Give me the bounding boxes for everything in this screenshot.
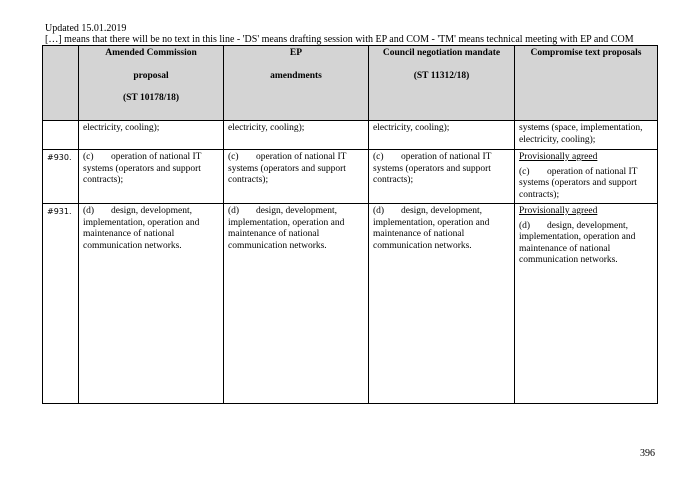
cell-compromise	[515, 150, 658, 204]
point-label: (d)	[83, 206, 95, 216]
cell-ep	[224, 150, 369, 204]
cell-text: design, development, implementation, operation and maintenance of national communication networks.	[373, 206, 490, 251]
point-label: (d)	[373, 206, 385, 216]
cell-commission	[79, 150, 224, 204]
column-header-compromise: Compromise text proposals	[515, 46, 658, 121]
status-provisionally-agreed: Provisionally agreed	[519, 152, 598, 162]
row-number: #930.	[43, 150, 79, 204]
cell-text: operation of national IT systems (operators and support contracts);	[83, 152, 202, 185]
point-label: (d)	[519, 220, 531, 231]
table-row	[43, 150, 658, 204]
page-number: 396	[640, 448, 655, 459]
cell-text: design, development, implementation, operation and maintenance of national communication networks.	[228, 206, 345, 251]
point-label: (c)	[519, 166, 530, 177]
cell-commission	[79, 204, 224, 404]
cell-council: electricity, cooling);	[369, 121, 515, 150]
cell-council	[369, 204, 515, 404]
table-row	[43, 121, 658, 150]
cell-text: operation of national IT systems (operators and support contracts);	[228, 152, 347, 185]
status-provisionally-agreed: Provisionally agreed	[519, 206, 598, 216]
point-label: (d)	[228, 206, 240, 216]
cell-text: design, development, implementation, operation and maintenance of national communication networks.	[519, 220, 636, 265]
column-header-ep: EP amendments	[224, 46, 369, 121]
column-header-commission: Amended Commission proposal (ST 10178/18)	[79, 46, 224, 121]
cell-text: design, development, implementation, operation and maintenance of national communication networks.	[83, 206, 200, 251]
legend-note: […] means that there will be no text in this line - 'DS' means drafting session with EP and COM - 'TM' means technical meeting with EP and COM	[45, 34, 634, 45]
table-header-row	[43, 46, 658, 121]
comparison-table	[42, 45, 658, 404]
row-number: #931.	[43, 204, 79, 404]
cell-ep: electricity, cooling);	[224, 121, 369, 150]
cell-council	[369, 150, 515, 204]
table-row	[43, 204, 658, 404]
cell-commission: electricity, cooling);	[79, 121, 224, 150]
row-number-header	[43, 46, 79, 121]
updated-date: Updated 15.01.2019	[45, 23, 127, 34]
cell-compromise: systems (space, implementation, electricity, cooling);	[515, 121, 658, 150]
cell-text: operation of national IT systems (operators and support contracts);	[373, 152, 492, 185]
point-label: (c)	[228, 152, 239, 162]
cell-compromise	[515, 204, 658, 404]
cell-text: operation of national IT systems (operators and support contracts);	[519, 166, 638, 200]
point-label: (c)	[373, 152, 384, 162]
column-header-council: Council negotiation mandate (ST 11312/18)	[369, 46, 515, 121]
point-label: (c)	[83, 152, 94, 162]
row-number	[43, 121, 79, 150]
cell-ep	[224, 204, 369, 404]
